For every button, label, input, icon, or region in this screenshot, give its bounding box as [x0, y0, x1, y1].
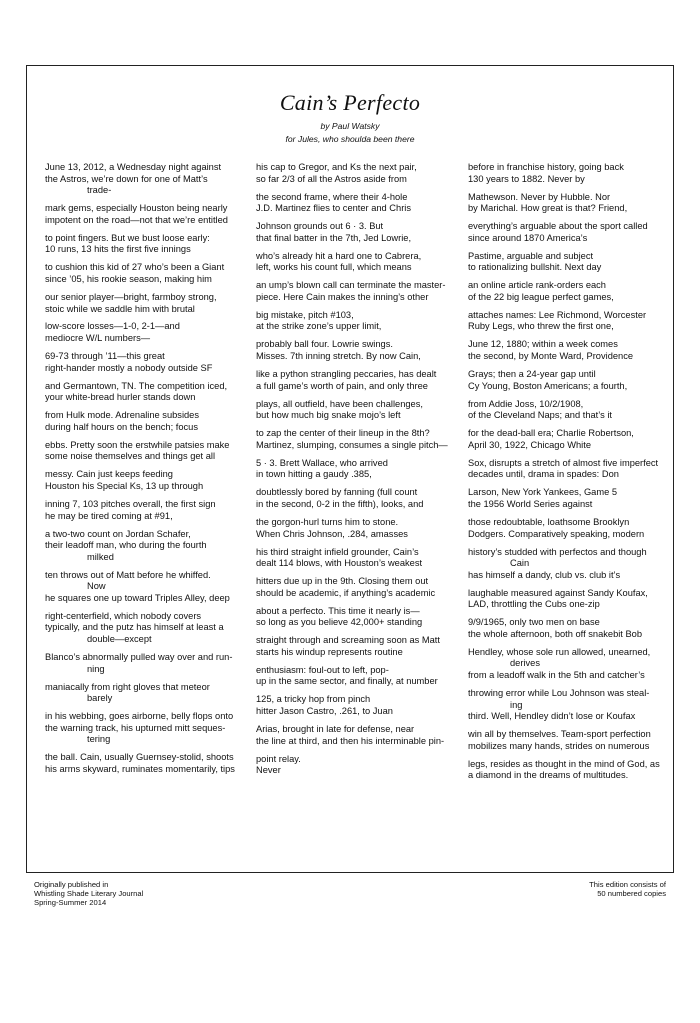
poem-line: Now	[87, 581, 106, 592]
publication-note-line: Whistling Shade Literary Journal	[34, 888, 144, 898]
poem-line: third. Well, Hendley didn’t lose or Koufax	[468, 711, 636, 722]
poem-line: Misses. 7th inning stretch. By now Cain,	[256, 351, 421, 362]
poem-line: milked	[87, 551, 114, 562]
poem-line: mediocre W/L numbers—	[45, 333, 151, 344]
poem-line: some noise themselves and things get all	[45, 451, 216, 462]
stanza	[468, 458, 673, 481]
poem-line: their leadoff man, who during the fourth	[45, 540, 207, 551]
poem-line: your white-bread hurler stands down	[45, 392, 196, 403]
poem-line: those redoubtable, loathsome Brooklyn	[468, 516, 630, 527]
stanza	[256, 547, 464, 570]
poem-line: Never	[256, 765, 281, 776]
poem-line: inning 7, 103 pitches overall, the first sign	[45, 498, 216, 509]
poem-line: derives	[510, 658, 540, 669]
poem-line: from Addie Joss, 10/2/1908,	[468, 398, 584, 409]
stanza	[468, 547, 673, 582]
stanza	[45, 611, 250, 646]
poem-line: Cy Young, Boston Americans; a fourth,	[468, 380, 628, 391]
poem-line: the whole afternoon, both off snakebit Bob	[468, 628, 643, 639]
poem-line: April 30, 1922, Chicago White	[468, 439, 591, 450]
poem-line: 130 years to 1882. Never by	[468, 173, 585, 184]
poem-line: double—except	[87, 634, 152, 645]
poem-line: in town hitting a gaudy .385,	[256, 469, 372, 480]
stanza	[468, 192, 673, 215]
stanza	[45, 499, 250, 522]
poem-line: since ’05, his rookie season, making him	[45, 273, 212, 284]
poem-line: to zap the center of their lineup in the 8th?	[256, 428, 430, 439]
poem-line: his third straight infield grounder, Cain’s	[256, 546, 419, 557]
poem-line: ebbs. Pretty soon the erstwhile patsies make	[45, 439, 230, 450]
stanza	[468, 428, 673, 451]
poem-line: Mathewson. Never by Hubble. Nor	[468, 191, 611, 202]
edition-note-line: This edition consists of	[589, 880, 666, 889]
poem-title: Cain’s Perfecto	[279, 90, 421, 115]
poem-line: so far 2/3 of all the Astros aside from	[256, 173, 407, 184]
poem-line: the gorgon-hurl turns him to stone.	[256, 516, 399, 527]
poem-line: point relay.	[256, 753, 301, 764]
poem-line: for the dead-ball era; Charlie Robertson,	[468, 428, 634, 439]
poem-line: but how much big snake mojo’s left	[256, 410, 401, 421]
stanza	[45, 440, 250, 463]
poem-line: ning	[87, 663, 105, 674]
stanza	[468, 647, 673, 682]
stanza	[468, 399, 673, 422]
stanza	[45, 233, 250, 256]
stanza	[468, 688, 673, 723]
poem-line: the Astros, we’re down for one of Matt’s	[45, 173, 208, 184]
poem-line: barely	[87, 693, 113, 704]
poem-line: Larson, New York Yankees, Game 5	[468, 487, 618, 498]
poem-line: our senior player—bright, farmboy strong,	[45, 291, 217, 302]
stanza	[256, 576, 464, 599]
stanza	[256, 192, 464, 215]
poem-line: laughable measured against Sandy Koufax,	[468, 587, 648, 598]
poem-line: during half hours on the bench; focus	[45, 421, 198, 432]
poem-line: a diamond in the dreams of multitudes.	[468, 770, 629, 781]
poem-line: stoic while we saddle him with brutal	[45, 303, 195, 314]
poem-line: his cap to Gregor, and Ks the next pair,	[256, 162, 417, 172]
stanza	[45, 321, 250, 344]
poem-line: in the second, 0-2 in the fifth), looks, and	[256, 498, 424, 509]
poem-line: doubtlessly bored by fanning (full count	[256, 487, 418, 498]
poem-line: typically, and the putz has himself at least a	[45, 622, 224, 633]
poem-line: Sox, disrupts a stretch of almost five imperfect	[468, 457, 659, 468]
poem-line: 69-73 through ’11—this great	[45, 351, 165, 362]
poem-line: mark gems, especially Houston being nearly	[45, 203, 228, 214]
poem-line: the warning track, his upturned mitt seques-	[45, 722, 226, 733]
stanza	[468, 280, 673, 303]
poem-line: impotent on the road—not that we’re entitled	[45, 214, 228, 225]
poem-line: hitters due up in the 9th. Closing them out	[256, 576, 429, 587]
poem-line: he squares one up toward Triples Alley, deep	[45, 592, 230, 603]
poem-line: throwing error while Lou Johnson was steal-	[468, 688, 650, 699]
poem-line: of the 22 big league perfect games,	[468, 291, 614, 302]
stanza	[45, 262, 250, 285]
poem-line: Grays; then a 24-year gap until	[468, 369, 596, 380]
poem-line: When Chris Johnson, .284, amasses	[256, 528, 408, 539]
poem-line: ten throws out of Matt before he whiffed.	[45, 569, 211, 580]
poem-line: big mistake, pitch #103,	[256, 309, 354, 320]
stanza	[256, 458, 464, 481]
stanza	[256, 487, 464, 510]
poem-line: to cushion this kid of 27 who’s been a Giant	[45, 262, 225, 273]
stanza	[256, 369, 464, 392]
poem-line: 10 runs, 13 hits the first five innings	[45, 244, 191, 255]
stanza	[45, 162, 250, 197]
poem-column-3	[468, 162, 673, 788]
poem-line: probably ball four. Lowrie swings.	[256, 339, 393, 350]
poem-line: a full game’s worth of pain, and only three	[256, 380, 428, 391]
poem-line: from a leadoff walk in the 5th and catcher’s	[468, 670, 645, 681]
poem-line: left, works his count full, which means	[256, 262, 412, 273]
poem-line: tering	[87, 734, 111, 745]
stanza	[256, 635, 464, 658]
poem-dedication: for Jules, who shoulda been there	[285, 134, 415, 144]
stanza	[468, 369, 673, 392]
poem-line: legs, resides as thought in the mind of God, as	[468, 758, 660, 769]
poem-line: from Hulk mode. Adrenaline subsides	[45, 410, 199, 421]
poem-line: piece. Here Cain makes the inning’s other	[256, 291, 429, 302]
stanza	[45, 292, 250, 315]
poem-line: Arias, brought in late for defense, near	[256, 723, 415, 734]
stanza	[45, 752, 250, 775]
poem-line: Blanco’s abnormally pulled way over and run-	[45, 652, 233, 663]
poem-line: in his webbing, goes airborne, belly flops onto	[45, 711, 234, 722]
poem-line: like a python strangling peccaries, has dealt	[256, 369, 437, 380]
poem-line: by Marichal. How great is that? Friend,	[468, 203, 628, 214]
poem-line: before in franchise history, going back	[468, 162, 624, 172]
stanza	[468, 162, 673, 185]
stanza	[468, 251, 673, 274]
poem-line: straight through and screaming soon as Matt	[256, 635, 440, 646]
stanza	[256, 399, 464, 422]
poem-line: who’s already hit a hard one to Cabrera,	[256, 250, 422, 261]
poem-column-1	[45, 162, 250, 782]
poem-line: attaches names: Lee Richmond, Worcester	[468, 309, 647, 320]
poem-line: Ruby Legs, who threw the first one,	[468, 321, 614, 332]
stanza	[468, 729, 673, 752]
stanza	[256, 221, 464, 244]
poem-line: about a perfecto. This time it nearly is—	[256, 605, 420, 616]
poem-line: an ump’s blown call can terminate the master-	[256, 280, 446, 291]
stanza	[256, 310, 464, 333]
poem-line: of the Cleveland Naps; and that’s it	[468, 410, 613, 421]
poem-line: to rationalizing bullshit. Next day	[468, 262, 602, 273]
stanza	[468, 588, 673, 611]
poem-line: June 13, 2012, a Wednesday night against	[45, 162, 222, 172]
poem-line: so long as you believe 42,000+ standing	[256, 617, 423, 628]
stanza	[468, 339, 673, 362]
poem-line: the second, by Monte Ward, Providence	[468, 351, 634, 362]
poem-line: starts his windup represents routine	[256, 646, 403, 657]
poem-line: a two-two count on Jordan Schafer,	[45, 528, 191, 539]
poem-line: 5 · 3. Brett Wallace, who arrived	[256, 457, 388, 468]
poem-line: that final batter in the 7th, Jed Lowrie,	[256, 232, 412, 243]
poem-line: 125, a tricky hop from pinch	[256, 694, 371, 705]
stanza	[45, 570, 250, 605]
poem-line: right-centerfield, which nobody covers	[45, 610, 202, 621]
stanza	[468, 617, 673, 640]
poem-line: history’s studded with perfectos and though	[468, 546, 647, 557]
poem-line: dealt 114 blows, with Houston’s weakest	[256, 558, 423, 569]
poem-line: mobilizes many hands, strides on numerous	[468, 740, 650, 751]
stanza	[256, 606, 464, 629]
poem-line: LAD, throttling the Cubs one-zip	[468, 599, 600, 610]
publication-note	[34, 881, 143, 907]
poem-line: up in the same sector, and finally, at number	[256, 676, 438, 687]
stanza	[45, 652, 250, 675]
poem-line: should be academic, if anything’s academic	[256, 587, 436, 598]
poem-line: Hendley, whose sole run allowed, unearned,	[468, 646, 651, 657]
poem-line: trade-	[87, 185, 112, 196]
poem-line: an online article rank-orders each	[468, 280, 606, 291]
poem-line: the 1956 World Series against	[468, 498, 593, 509]
poem-byline: by Paul Watsky	[320, 121, 380, 131]
poem-line: the ball. Cain, usually Guernsey-stolid, shoots	[45, 752, 234, 763]
stanza	[45, 203, 250, 226]
stanza	[45, 351, 250, 374]
stanza	[256, 754, 464, 777]
publication-note-line: Spring-Summer 2014	[34, 897, 107, 907]
poem-line: Dodgers. Comparatively speaking, modern	[468, 528, 645, 539]
stanza	[256, 517, 464, 540]
stanza	[256, 280, 464, 303]
stanza	[256, 339, 464, 362]
poem-line: hitter Jason Castro, .261, to Juan	[256, 706, 393, 716]
poem-line: J.D. Martinez flies to center and Chris	[256, 203, 412, 214]
stanza	[468, 759, 673, 782]
stanza	[256, 724, 464, 747]
poem-line: Cain	[510, 558, 530, 569]
poem-line: win all by themselves. Team-sport perfection	[468, 729, 651, 740]
poem-line: his arms skyward, ruminates momentarily, tips	[45, 763, 235, 774]
stanza	[256, 694, 464, 717]
poem-column-2	[256, 162, 464, 783]
poem-line: has himself a dandy, club vs. club it’s	[468, 569, 621, 580]
poem-line: Johnson grounds out 6 · 3. But	[256, 221, 384, 232]
stanza	[256, 428, 464, 451]
stanza	[45, 469, 250, 492]
stanza	[468, 487, 673, 510]
poem-line: enthusiasm: foul-out to left, pop-	[256, 664, 389, 675]
stanza	[256, 665, 464, 688]
stanza	[45, 529, 250, 564]
stanza	[45, 711, 250, 746]
stanza	[45, 410, 250, 433]
edition-note	[480, 881, 666, 899]
stanza	[468, 310, 673, 333]
poem-line: low-score losses—1-0, 2-1—and	[45, 321, 180, 332]
stanza	[45, 381, 250, 404]
poem-line: at the strike zone’s upper limit,	[256, 321, 382, 332]
poem-line: messy. Cain just keeps feeding	[45, 469, 173, 480]
stanza	[468, 221, 673, 244]
poem-line: ing	[510, 699, 523, 710]
poem-line: since around 1870 America’s	[468, 232, 588, 243]
poem-line: plays, all outfield, have been challenges,	[256, 398, 423, 409]
edition-note-line: 50 numbered copies	[597, 888, 666, 898]
stanza	[256, 251, 464, 274]
poem-line: everything’s arguable about the sport called	[468, 221, 648, 232]
stanza	[468, 517, 673, 540]
poem-line: decades until, drama in spades: Don	[468, 469, 619, 480]
poem-line: the second frame, where their 4-hole	[256, 191, 408, 202]
poem-line: and Germantown, TN. The competition iced,	[45, 380, 228, 391]
poem-line: the line at third, and then his interminable pin-	[256, 735, 445, 746]
poem-line: he may be tired coming at #91,	[45, 510, 173, 521]
poem-line: Martinez, slumping, consumes a single pitch—	[256, 439, 448, 450]
stanza	[256, 162, 464, 185]
stanza	[45, 682, 250, 705]
publication-note-line: Originally published in	[34, 880, 109, 889]
poem-line: right-hander mostly a nobody outside SF	[45, 362, 213, 373]
poem-line: 9/9/1965, only two men on base	[468, 617, 600, 628]
poem-line: Pastime, arguable and subject	[468, 250, 594, 261]
poem-line: maniacally from right gloves that meteor	[45, 681, 210, 692]
poem-line: to point fingers. But we bust loose early:	[45, 232, 210, 243]
poem-line: June 12, 1880; within a week comes	[468, 339, 618, 350]
poem-line: Houston his Special Ks, 13 up through	[45, 480, 204, 491]
